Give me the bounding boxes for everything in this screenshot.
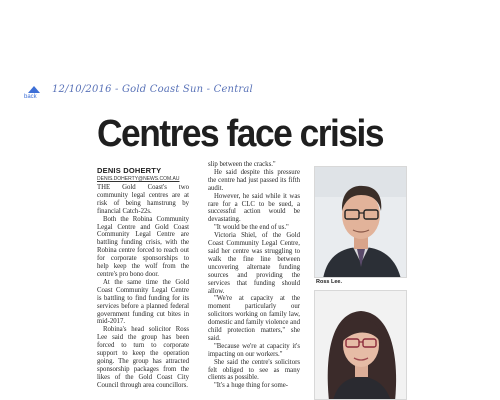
portrait-photo-man: [314, 166, 407, 278]
byline: DENIS DOHERTY: [97, 166, 162, 175]
article-column-2: [208, 161, 300, 400]
paragraph: He said despite this pressure the centre had just passed its fifth audit.: [208, 168, 300, 192]
paragraph: Robina's head solicitor Ross Lee said the group has been forced to turn to corporate support to keep the operation going. The group has attracted sponsorship packages from the likes of the Gold Coast City Council through area councillors.: [97, 326, 189, 389]
portrait-photo-woman: [314, 290, 407, 400]
photo-caption: Ross Lee.: [316, 279, 342, 285]
portrait-man-illustration: [315, 167, 407, 278]
headline: Centres face crisis: [97, 113, 384, 155]
paragraph: "It would be the end of us.": [214, 224, 289, 232]
paragraph: THE Gold Coast's two community legal centres are at risk of being hamstrung by financial Catch-22s.: [97, 184, 189, 215]
up-arrow-icon: [28, 86, 40, 93]
paragraph: Victoria Shiel, of the Gold Coast Community Legal Centre, said her centre was struggling to walk the fine line between uncovering alternate funding sources and providing the services that funding should allow.: [208, 232, 300, 295]
paragraph: "We're at capacity at the moment particularly our solicitors working on family law, domestic and family violence and child protection matters," she said.: [208, 295, 300, 342]
paragraph: "It's a huge thing for some-: [214, 382, 289, 390]
back-button[interactable]: [24, 86, 44, 102]
author-email: DENIS.DOHERTY@NEWS.COM.AU: [97, 176, 180, 182]
handwritten-source-note: 12/10/2016 - Gold Coast Sun - Central: [52, 84, 253, 95]
back-label: back: [24, 94, 37, 100]
paragraph: "Because we're at capacity it's impacting on our workers.": [208, 342, 300, 358]
portrait-woman-illustration: [315, 291, 407, 400]
article-column-1: [97, 184, 189, 400]
paragraph: However, he said while it was rare for a CLC to be sued, a successful action would be devastating.: [208, 192, 300, 224]
paragraph: She said the centre's solicitors felt obliged to see as many clients as possible.: [208, 358, 300, 382]
paragraph: slip between the cracks.": [208, 161, 276, 168]
paragraph: Both the Robina Community Legal Centre and Gold Coast Community Legal Centre are battling funding crisis, with the Robina centre forced to reach out for corporate sponsorships to help keep the wolf from the centre's pro bono door.: [97, 215, 189, 278]
paragraph: At the same time the Gold Coast Community Legal Centre is battling to find funding for its services before a planned federal government funding cut bites in mid-2017.: [97, 278, 189, 326]
